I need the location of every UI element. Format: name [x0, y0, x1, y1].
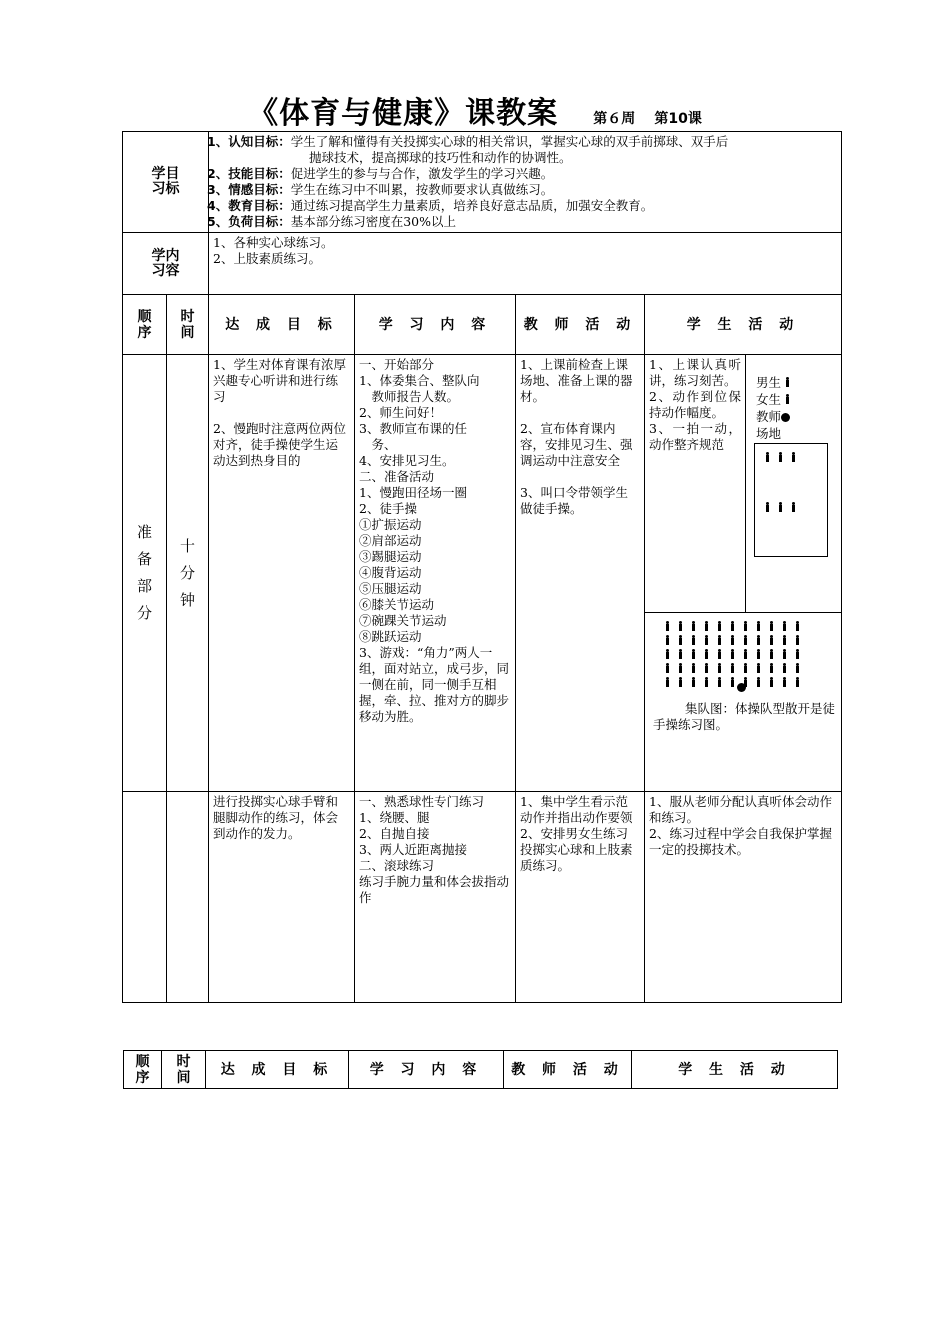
- prep-learn-line: 3、游戏：“角力”两人一组，面对站立，成弓步，同一侧在前，同一侧手互相握，牵、拉、推对方的脚步移动为胜。: [359, 645, 510, 724]
- content-label: 学内 习容: [123, 233, 209, 295]
- person-icon: [678, 663, 683, 673]
- time-char: 十: [179, 536, 195, 555]
- person-icon: [704, 677, 709, 687]
- field-rectangle: [754, 443, 828, 557]
- prep-learn-line: 二、准备活动: [359, 469, 435, 484]
- prep-learn-line: 3、教师宣布课的任: [359, 421, 467, 436]
- objective-item: 1、认知目标：学生了解和懂得有关投掷实心球的相关常识，掌握实心球的双手前掷球、双手后: [207, 134, 729, 149]
- header2-learn: 学 习 内 容: [349, 1051, 504, 1089]
- objective-label: 4、教育目标：: [207, 198, 291, 213]
- basic-teacher-line: 2、安排男女生练习投掷实心球和上肢素质练习。: [520, 826, 633, 873]
- header2-order: 顺序: [124, 1051, 162, 1089]
- formation-row: [661, 661, 831, 675]
- prep-teacher-line: 3、叫口令带领学生做徒手操。: [520, 485, 628, 516]
- person-icon: [756, 663, 761, 673]
- person-icon: [765, 452, 770, 462]
- person-icon: [778, 452, 783, 462]
- person-icon: [765, 502, 770, 512]
- objectives-cell: [209, 132, 842, 233]
- basic-student-line: 1、服从老师分配认真听体会动作和练习。: [649, 794, 832, 825]
- basic-goal-line: 进行投掷实心球手臂和腿脚动作的练习，体会到动作的发力。: [213, 794, 339, 841]
- person-icon: [665, 663, 670, 673]
- section-char: 分: [136, 604, 152, 622]
- prep-row-top: [123, 355, 842, 613]
- prep-learn-line: 1、体委集合、整队向: [359, 373, 480, 388]
- person-icon: [704, 621, 709, 631]
- person-icon: [665, 649, 670, 659]
- objective-item: 3、情感目标：学生在练习中不叫累，按教师要求认真做练习。: [207, 182, 554, 197]
- header-goal: 达 成 目 标: [209, 295, 355, 355]
- objective-item: 2、技能目标：促进学生的参与与合作，激发学生的学习兴趣。: [207, 166, 554, 181]
- objective-item-cont: 抛球技术，提高掷球的技巧性和动作的协调性。: [309, 150, 572, 165]
- formation-row: [661, 619, 831, 633]
- basic-learn-line: 3、两人近距离抛接: [359, 842, 467, 857]
- prep-learn-line: ③踢腿运动: [359, 549, 422, 564]
- person-icon: [717, 649, 722, 659]
- person-icon: [730, 635, 735, 645]
- prep-student-cell: [645, 355, 746, 613]
- person-icon: [691, 663, 696, 673]
- person-icon: [756, 621, 761, 631]
- prep-learn-line: ①扩振运动: [359, 517, 422, 532]
- prep-learn-line: 2、徒手操: [359, 501, 417, 516]
- objective-item: 4、教育目标：通过练习提高学生力量素质，培养良好意志品质，加强安全教育。: [207, 198, 654, 213]
- header-learn: 学 习 内 容: [355, 295, 516, 355]
- formation-row: [661, 633, 831, 647]
- prep-learn-line: 教师报告人数。: [359, 389, 460, 404]
- prep-learn-line: ⑤压腿运动: [359, 581, 422, 596]
- time-char: 分: [179, 563, 195, 582]
- prep-learn-cell: [355, 355, 516, 792]
- objective-label: 1、认知目标：: [207, 134, 291, 149]
- continuation-header-row: [124, 1051, 838, 1089]
- prep-learn-line: 务、: [359, 437, 397, 452]
- header-student: 学 生 活 动: [645, 295, 842, 355]
- person-icon: [678, 649, 683, 659]
- header-teacher: 教 师 活 动: [516, 295, 645, 355]
- section-char: 部: [136, 577, 152, 595]
- teacher-position-icon: [737, 683, 746, 692]
- person-icon: [795, 677, 800, 687]
- person-icon: [769, 649, 774, 659]
- objective-item: 5、负荷目标：基本部分练习密度在30%以上: [207, 214, 456, 229]
- page-title: [0, 88, 950, 132]
- field-row-2: [761, 500, 800, 516]
- basic-time-label: [167, 792, 209, 1003]
- person-icon: [730, 663, 735, 673]
- person-icon: [795, 649, 800, 659]
- formation-row: [661, 675, 831, 689]
- prep-teacher-cell: [516, 355, 645, 792]
- person-icon: [665, 621, 670, 631]
- basic-learn-line: 1、绕腰、腿: [359, 810, 430, 825]
- prep-teacher-line: 1、上课前检查上课场地、准备上课的器材。: [520, 357, 633, 404]
- week-number: 第６周: [593, 111, 636, 127]
- lesson-plan-table: [122, 131, 842, 1003]
- person-icon: [730, 677, 735, 687]
- continuation-header-table: [123, 1050, 838, 1089]
- content-cell: [209, 233, 842, 295]
- legend-boy: 男生: [756, 375, 794, 391]
- formation-grid: [661, 619, 831, 689]
- person-icon: [691, 635, 696, 645]
- prep-learn-line: ⑧跳跃运动: [359, 629, 422, 644]
- person-icon: [730, 649, 735, 659]
- content-item: 2、上肢素质练习。: [213, 251, 321, 266]
- person-icon: [691, 621, 696, 631]
- person-icon: [756, 677, 761, 687]
- boy-marker-icon: [785, 377, 790, 387]
- content-row: [123, 233, 842, 295]
- person-icon: [795, 663, 800, 673]
- person-icon: [756, 649, 761, 659]
- person-icon: [665, 677, 670, 687]
- basic-teacher-line: 1、集中学生看示范动作并指出动作要领: [520, 794, 633, 825]
- prep-goal-line: [213, 405, 350, 421]
- person-icon: [691, 677, 696, 687]
- person-icon: [717, 635, 722, 645]
- header2-goal: 达 成 目 标: [206, 1051, 349, 1089]
- prep-teacher-line: [520, 405, 640, 421]
- basic-row: [123, 792, 842, 1003]
- prep-learn-line: ⑦碗踝关节运动: [359, 613, 447, 628]
- lesson-plan-title: 《体育与健康》课教案: [248, 96, 559, 131]
- person-icon: [769, 663, 774, 673]
- prep-teacher-line: 2、宣布体育课内容，安排见习生、强调运动中注意安全: [520, 421, 633, 468]
- basic-learn-line: 2、自抛自接: [359, 826, 430, 841]
- header2-teacher: 教 师 活 动: [504, 1051, 632, 1089]
- person-icon: [691, 649, 696, 659]
- person-icon: [769, 677, 774, 687]
- objective-label: 2、技能目标：: [207, 166, 291, 181]
- basic-learn-line: 一、熟悉球性专门练习: [359, 794, 485, 809]
- formation-row: [661, 647, 831, 661]
- prep-student-line: 3、一拍一动，动作整齐规范: [649, 421, 741, 452]
- basic-student-line: 2、练习过程中学会自我保护掌握一定的投掷技术。: [649, 826, 832, 857]
- person-icon: [795, 621, 800, 631]
- header2-time: 时间: [162, 1051, 206, 1089]
- basic-learn-line: 练习手腕力量和体会拔指动作: [359, 874, 510, 905]
- lesson-number: 第10课: [654, 111, 702, 127]
- legend-girl: 女生: [756, 392, 794, 408]
- person-icon: [704, 635, 709, 645]
- header2-student: 学 生 活 动: [632, 1051, 838, 1089]
- person-icon: [678, 677, 683, 687]
- person-icon: [743, 663, 748, 673]
- formation-diagram-cell: [645, 613, 842, 792]
- section-char: 备: [136, 550, 152, 568]
- time-char: 钟: [179, 590, 195, 609]
- person-icon: [778, 502, 783, 512]
- prep-student-line: 1、上课认真听讲，练习刻苦。: [649, 357, 741, 388]
- basic-section-label: [123, 792, 167, 1003]
- objective-label: 5、负荷目标：: [207, 214, 291, 229]
- person-icon: [717, 621, 722, 631]
- person-icon: [717, 677, 722, 687]
- basic-learn-line: 二、滚球练习: [359, 858, 435, 873]
- person-icon: [743, 635, 748, 645]
- person-icon: [665, 635, 670, 645]
- legend-teacher: 教师: [756, 409, 790, 425]
- header-order: 顺序: [123, 295, 167, 355]
- prep-learn-line: ⑥膝关节运动: [359, 597, 435, 612]
- person-icon: [769, 621, 774, 631]
- prep-student-line: 2、动作到位保持动作幅度。: [649, 389, 741, 420]
- objective-label: 3、情感目标：: [207, 182, 291, 197]
- girl-marker-icon: [785, 394, 790, 404]
- prep-learn-line: 1、慢跑田径场一圈: [359, 485, 467, 500]
- field-row-1: [761, 450, 800, 466]
- basic-student-cell: [645, 792, 842, 1003]
- prep-learn-line: 4、安排见习生。: [359, 453, 455, 468]
- basic-teacher-cell: [516, 792, 645, 1003]
- column-header-row: [123, 295, 842, 355]
- prep-teacher-line: [520, 469, 640, 485]
- section-char: 准: [136, 523, 152, 541]
- legend-field: 场地: [756, 426, 782, 441]
- person-icon: [756, 635, 761, 645]
- header-time: 时间: [167, 295, 209, 355]
- person-icon: [730, 621, 735, 631]
- prep-section-label: [123, 355, 167, 792]
- person-icon: [704, 649, 709, 659]
- person-icon: [782, 663, 787, 673]
- person-icon: [795, 635, 800, 645]
- person-icon: [743, 649, 748, 659]
- prep-time-label: [167, 355, 209, 792]
- prep-learn-line: 2、师生问好！: [359, 405, 442, 420]
- basic-goal-cell: [209, 792, 355, 1003]
- person-icon: [704, 663, 709, 673]
- prep-goal-line: 1、学生对体育课有浓厚兴趣专心听讲和进行练习: [213, 357, 346, 404]
- prep-learn-line: ②肩部运动: [359, 533, 422, 548]
- person-icon: [782, 635, 787, 645]
- content-item: 1、各种实心球练习。: [213, 235, 334, 250]
- prep-learn-line: 一、开始部分: [359, 357, 435, 372]
- person-icon: [678, 621, 683, 631]
- prep-goal-cell: [209, 355, 355, 792]
- person-icon: [678, 635, 683, 645]
- basic-learn-cell: [355, 792, 516, 1003]
- prep-learn-line: ④腹背运动: [359, 565, 422, 580]
- person-icon: [782, 677, 787, 687]
- prep-goal-line: 2、慢跑时注意两位两位对齐，徒手操使学生运动达到热身目的: [213, 421, 346, 468]
- field-diagram-cell: [746, 355, 842, 613]
- objectives-label: 学目 习标: [123, 132, 209, 233]
- person-icon: [791, 502, 796, 512]
- formation-caption: 集队图：体操队型散开是徒手操练习图。: [653, 701, 836, 732]
- person-icon: [743, 621, 748, 631]
- objectives-row: [123, 132, 842, 233]
- person-icon: [782, 621, 787, 631]
- teacher-marker-icon: [781, 413, 790, 422]
- person-icon: [769, 635, 774, 645]
- person-icon: [782, 649, 787, 659]
- person-icon: [791, 452, 796, 462]
- person-icon: [717, 663, 722, 673]
